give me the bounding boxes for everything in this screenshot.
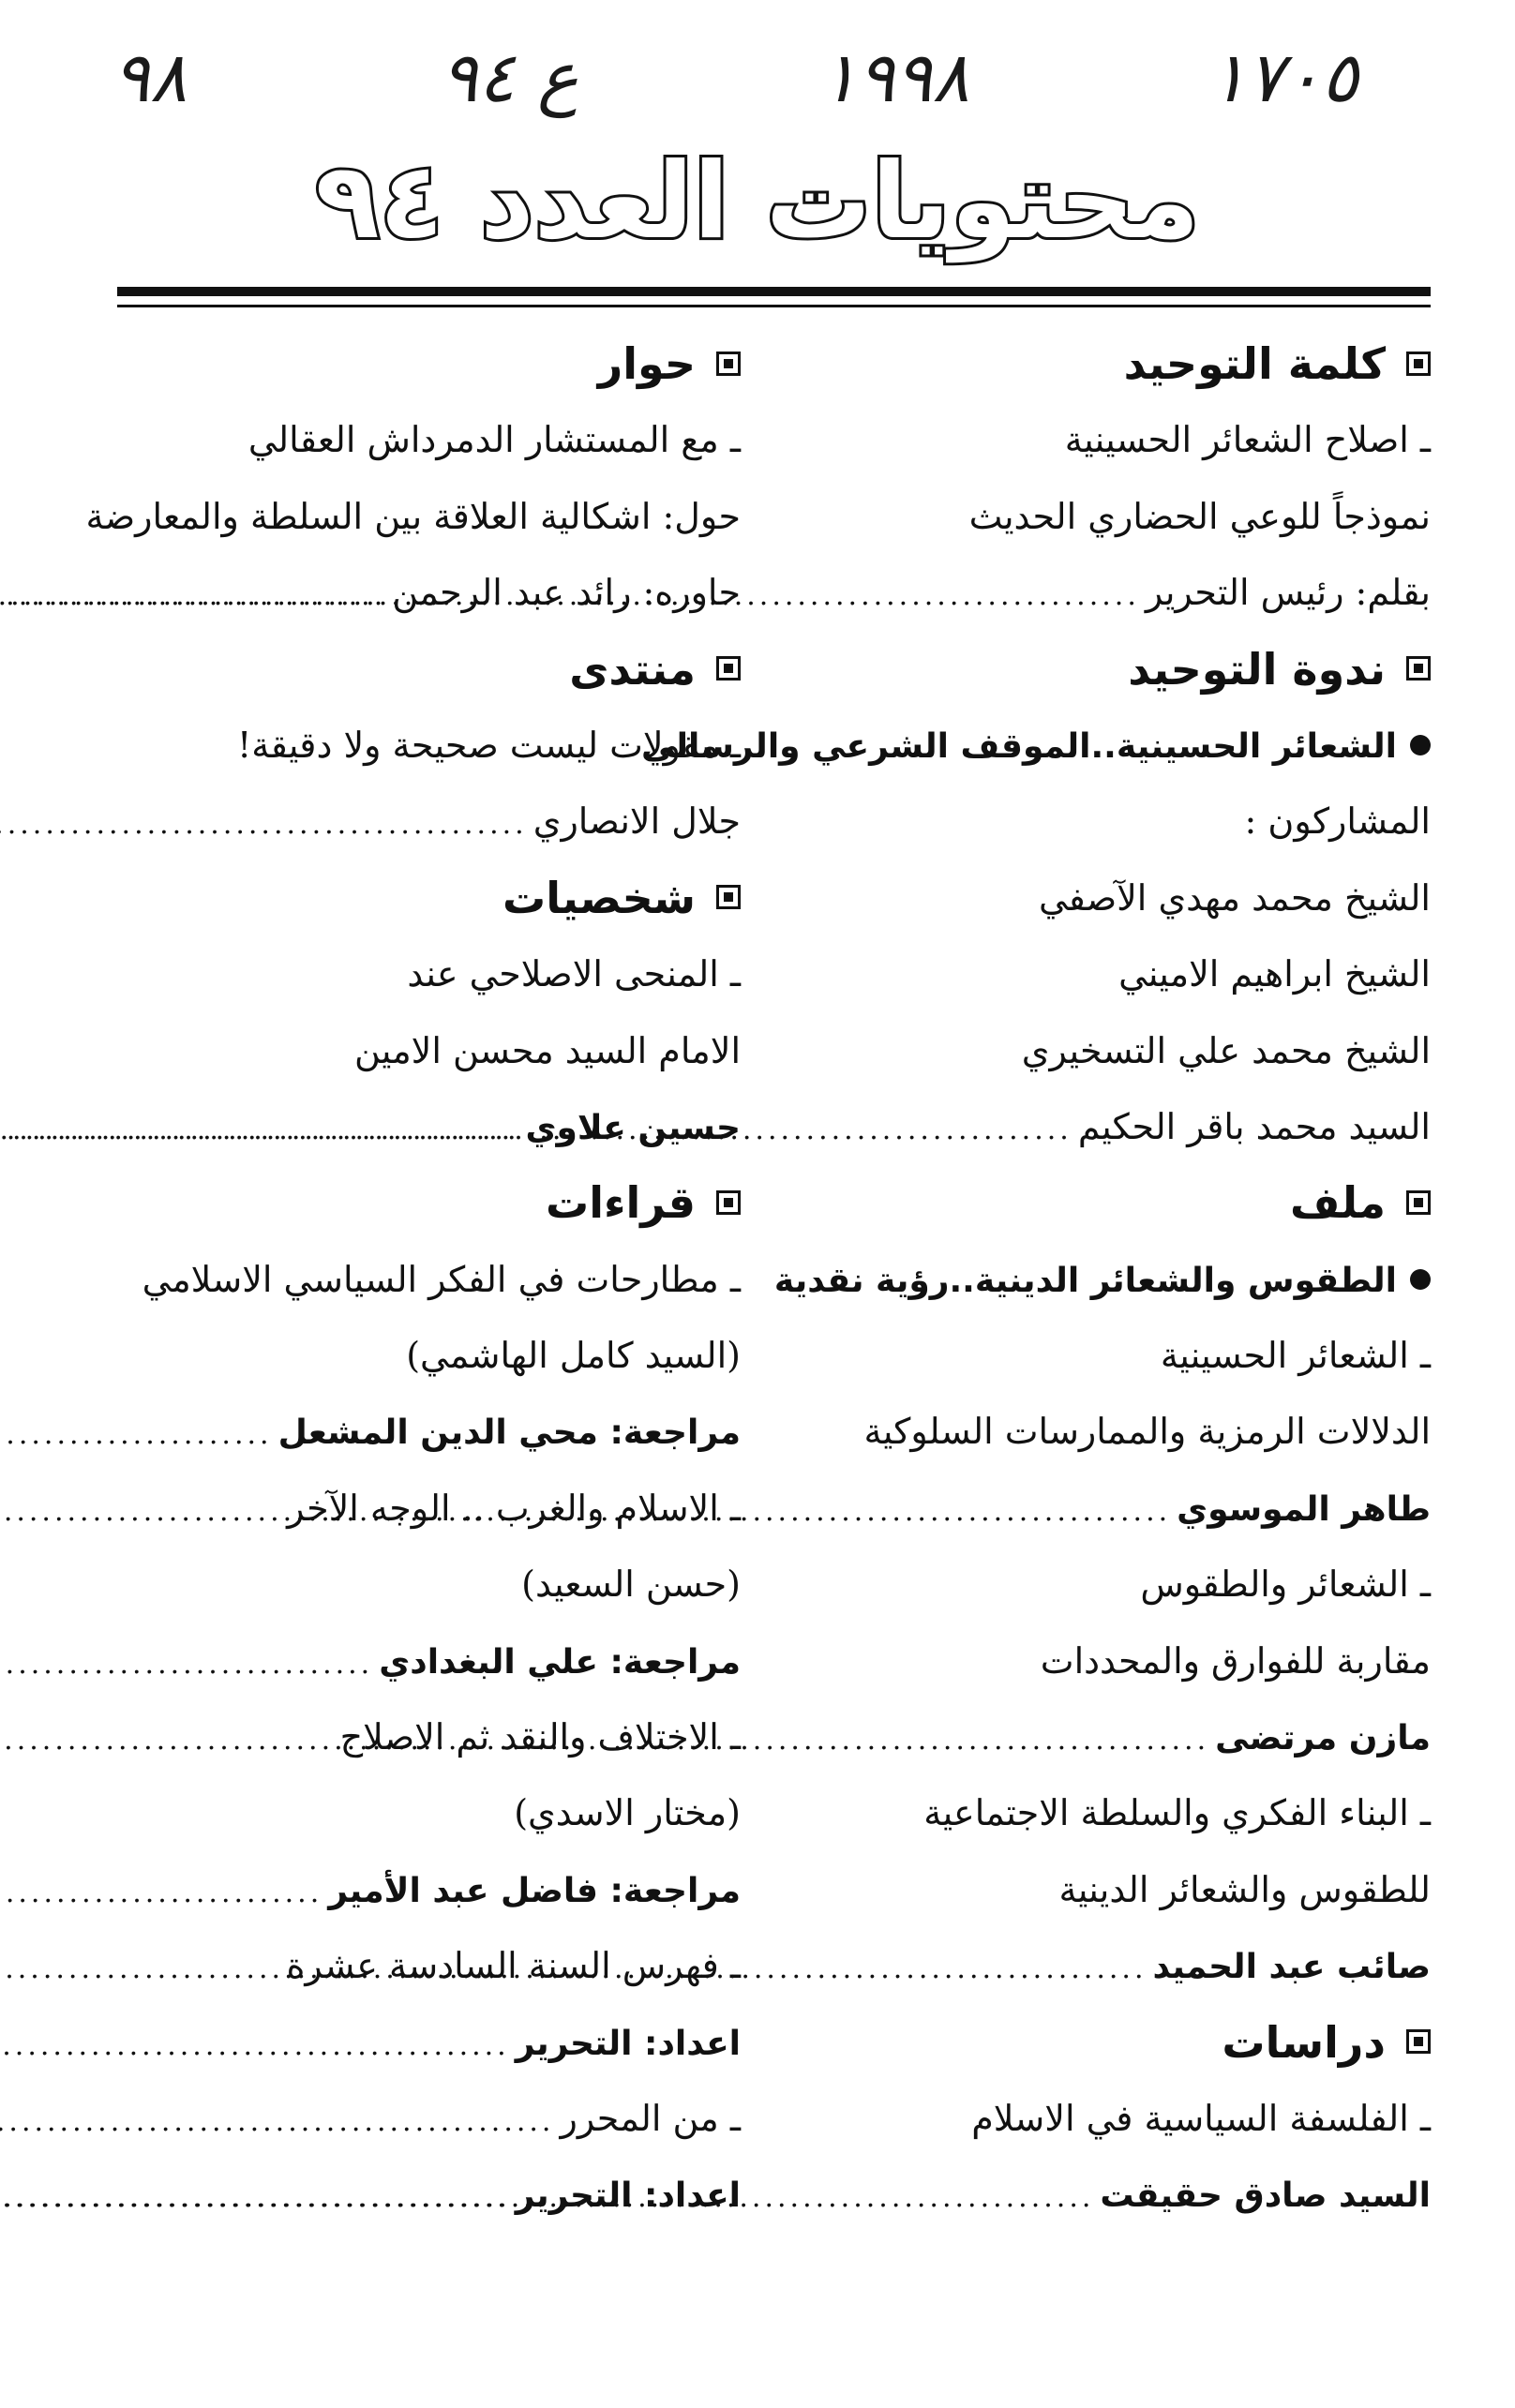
toc-line [756,1318,1431,1394]
toc-line [756,1775,1431,1851]
toc-line [756,2081,1431,2157]
dot-leader [0,1092,520,1168]
toc-line-text: ـ الاسلام والغرب .. الوجه الآخر [287,1487,741,1529]
toc-line-text: ـ الشعائر الحسينية [1160,1335,1431,1377]
toc-entry [756,2157,1431,2233]
toc-entry [756,1471,1431,1547]
toc-entry-author: اعداد: التحرير [515,2176,741,2216]
toc-entry [122,2081,741,2157]
toc-line-text: ـ الفلسفة السياسية في الاسلام [971,2097,1431,2139]
square-bullet-icon [1406,1190,1431,1215]
dot-leader [0,2008,510,2084]
section-heading-text: كلمة التوحيد [1123,338,1386,389]
dot-leader [0,786,528,862]
section-heading-text: ندوة التوحيد [1128,643,1386,695]
toc-line-text: ـ مطارحات في الفكر السياسي الاسلامي [142,1258,741,1300]
toc-entry-author: بقلم: رئيس التحرير [1145,572,1431,614]
toc-line-text: الدلالات الرمزية والممارسات السلوكية [863,1411,1431,1453]
section-heading-text: قراءات [545,1177,696,1229]
dot-leader [0,2084,554,2160]
toc-line [756,1394,1431,1470]
toc-line [756,1547,1431,1623]
toc-line [122,1547,741,1623]
square-bullet-icon [716,351,741,376]
toc-entry-author: مراجعة: محي الدين المشعل [278,1413,741,1453]
toc-line-text: المشاركون : [1244,800,1431,843]
toc-line-text: ـ فهرس السنة السادسة عشرة [286,1945,741,1987]
toc-entry-author: ـ من المحرر [560,2097,741,2139]
toc-line-text: ـ البناء الفكري والسلطة الاجتماعية [923,1792,1431,1834]
handwritten-annotation-1: ٩٨ [112,37,188,118]
toc-bullet-text: الطقوس والشعائر الدينية..رؤية نقدية [773,1261,1397,1300]
toc-entry-author: جلال الانصاري [532,800,741,843]
square-bullet-icon [1406,656,1431,681]
handwritten-annotation-2: ع ٩٤ [441,37,579,118]
toc-line [756,1623,1431,1699]
toc-entry [756,1089,1431,1165]
toc-line-text: نموذجاً للوعي الحضاري الحديث [968,495,1431,537]
toc-line [756,1852,1431,1928]
toc-line [756,784,1431,860]
toc-line-text: مقاربة للفوارق والمحددات [1040,1639,1431,1682]
dot-leader [0,1855,322,1931]
toc-line-text: ـ مقولات ليست صحيحة ولا دقيقة! [236,724,741,766]
page-title: محتويات العدد ٩٤ [315,141,1200,262]
toc-bullet-item [641,708,1431,784]
dot-leader [0,1397,273,1473]
section-heading [122,860,741,936]
toc-entry-author: اعداد: التحرير [515,2024,741,2063]
toc-line-text: ـ اصلاح الشعائر الحسينية [1064,419,1431,461]
toc-line-text: حول: اشكالية العلاقة بين السلطة والمعارضة [85,495,741,537]
section-heading-text: حوار [597,338,696,389]
toc-line [122,1775,741,1851]
toc-line [122,1471,741,1547]
toc-line [756,936,1431,1012]
toc-line-text: ـ الاختلاف والنقد ثم الاصلاح [339,1716,741,1758]
toc-entry [122,1394,741,1470]
toc-entry [122,1623,741,1699]
toc-left-column [85,326,741,2234]
square-bullet-icon [716,656,741,681]
toc-line [122,1928,741,2004]
toc-line-text: (السيد كامل الهاشمي) [406,1335,741,1377]
toc-line [85,479,741,555]
toc-entry-author: مازن مرتضى [1215,1719,1431,1758]
section-heading-text: دراسات [1222,2016,1386,2068]
section-heading [122,632,741,708]
toc-line-text: الشيخ محمد علي التسخيري [1021,1029,1431,1071]
section-heading [756,632,1431,708]
round-bullet-icon [1410,1269,1431,1290]
toc-entry-author: السيد محمد باقر الحكيم [1077,1105,1431,1147]
section-heading-text: شخصيات [502,872,696,923]
toc-line [756,860,1431,936]
toc-entry-author: صائب عبد الحميد [1152,1948,1431,1987]
handwritten-annotation-3: ١٩٩٨ [820,37,969,118]
toc-line [122,936,741,1012]
section-heading [756,2005,1431,2081]
toc-line [122,708,741,784]
toc-bullet-item [756,1242,1431,1318]
toc-line [122,1242,741,1318]
toc-line-text: (مختار الاسدي) [514,1792,741,1834]
toc-line [756,402,1431,478]
toc-entry [122,2157,741,2233]
dot-leader [0,2160,510,2236]
toc-entry [122,1089,741,1165]
section-heading [122,326,741,402]
toc-entry-author: مراجعة: فاضل عبد الأمير [328,1871,741,1910]
toc-entry-author: طاهر الموسوي [1177,1489,1431,1529]
dot-leader [0,1626,373,1702]
toc-line [756,1013,1431,1089]
square-bullet-icon [716,1190,741,1215]
toc-line [122,1318,741,1394]
toc-entry [122,555,741,631]
square-bullet-icon [1406,2029,1431,2054]
toc-entry [756,1699,1431,1775]
toc-entry [756,1928,1431,2004]
toc-line [122,402,741,478]
section-heading-text: منتدى [569,643,696,695]
section-heading [122,1165,741,1241]
square-bullet-icon [1406,351,1431,376]
toc-entry [122,1852,741,1928]
handwritten-annotation-4: ١٧٠٥ [1209,37,1358,118]
section-heading [756,326,1431,402]
toc-line-text: الامام السيد محسن الامين [353,1029,741,1071]
toc-line-text: الشيخ محمد مهدي الآصفي [1038,876,1431,919]
dot-leader [0,558,386,634]
toc-bullet-text: الشعائر الحسينية..الموقف الشرعي والرسالي [641,726,1397,766]
toc-entry [122,784,741,860]
section-heading-text: ملف [1289,1177,1386,1229]
toc-line-text: (حسن السعيد) [521,1563,741,1606]
toc-entry-author: حاوره: رائد عبد الرحمن [392,572,741,614]
toc-entry [122,2005,741,2081]
title-rule-thick [117,287,1431,296]
toc-line [122,1699,741,1775]
toc-entry-author: مراجعة: علي البغدادي [379,1642,741,1682]
toc-line-text: ـ الشعائر والطقوس [1140,1563,1431,1606]
toc-line-text: ـ مع المستشار الدمرداش العقالي [248,419,741,461]
square-bullet-icon [716,885,741,909]
toc-line [122,1013,741,1089]
toc-entry [756,555,1431,631]
toc-line-text: ـ المنحى الاصلاحي عند [407,953,741,995]
toc-line-text: للطقوس والشعائر الدينية [1058,1868,1431,1910]
round-bullet-icon [1410,735,1431,755]
title-rule-thin [117,305,1431,307]
toc-entry-author: حسين علاوي [525,1108,741,1147]
toc-line-text: الشيخ ابراهيم الاميني [1118,953,1431,995]
section-heading [756,1165,1431,1241]
toc-entry-author: السيد صادق حقيقت [1100,2176,1431,2216]
toc-line [756,479,1431,555]
